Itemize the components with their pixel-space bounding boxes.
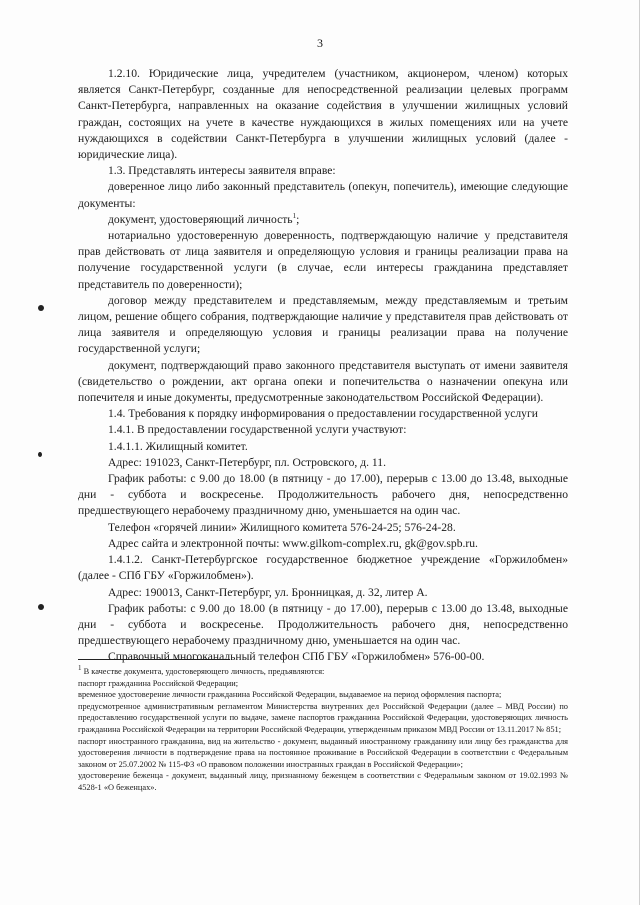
paragraph: Телефон «горячей линии» Жилищного комитета 576-24-25; 576-24-28. [108,520,456,534]
paragraph: 1.4.1.2. Санкт-Петербургское государственное бюджетное учреждение «Горжилобмен» (далее - СПб ГБУ «Горжилобмен»). [78,553,568,583]
paragraph: 1.4.1. В предоставлении государственной услуги участвуют: [108,423,407,437]
paragraph: Справочный многоканальный телефон СПб ГБУ «Горжилобмен» 576-00-00. [108,650,485,664]
paragraph: документ, удостоверяющий личность$^1$; [108,211,300,226]
footnote [78,666,568,678]
paragraph: нотариально удостоверенную доверенность, подтверждающую наличие у представителя прав действовать от лица заявителя и определяющую условия и границы реализации права на получение государственной услуги (в случае, если интересы гражданина представляет представитель по доверенности); [78,229,568,291]
footnote-separator [78,659,230,660]
paragraph: Адрес: 191023, Санкт-Петербург, пл. Островского, д. 11. [108,455,386,469]
paragraph: доверенное лицо либо законный представитель (опекун, попечитель), имеющие следующие документы: [78,180,568,210]
paragraph: Адрес сайта и электронной почты: www.gilkom-complex.ru, gk@gov.spb.ru. [108,536,478,550]
page-number: 3 [317,36,323,50]
footnote: временное удостоверение личности гражданина Российской Федерации, выдаваемое на период оформления паспорта; [78,690,502,700]
footnote-reference: 1 [292,211,297,220]
footnote-number: 1 [78,664,82,673]
footnote: предусмотренное административным регламентом Министерства внутренних дел Российской Федерации (далее – МВД России) по предоставлению государственной услуги по выдаче, замене паспортов гражданина Российской Федерации, удостоверяющих личность гражданина Российской Федерации на территории Российской Федерации, утвержденным приказом МВД России от 13.11.2017 № 851; [78,701,568,734]
binding-hole-mark [38,305,44,311]
binding-hole-mark [38,604,44,610]
footnote: паспорт гражданина Российской Федерации; [78,678,239,688]
paragraph: 1.4.1.1. Жилищный комитет. [108,439,248,453]
paragraph: Адрес: 190013, Санкт-Петербург, ул. Бронницкая, д. 32, литер А. [108,585,428,599]
footnotes [78,666,568,794]
paragraph: 1.2.10. Юридические лица, учредителем (участником, акционером, членом) которых является Санкт-Петербург, созданные для непосредственной реализации целевых программ Санкт-Петербурга, направленных на оказание содействия в улучшении жилищных условий граждан, состоящих на учете в качестве нуждающихся в жилых помещениях или на учете нуждающихся в содействии Санкт-Петербурга в улучшении жилищных условий (далее - юридические лица). [78,67,568,162]
paragraph: договор между представителем и представляемым, между представляемым и третьим лицом, решение общего собрания, подтверждающие наличие у представителя прав действовать от лица заявителя и определяющую условия и границы реализации права на получение государственной услуги; [78,293,568,356]
paragraph: График работы: с 9.00 до 18.00 (в пятницу - до 17.00), перерыв с 13.00 до 13.48, выходные дни - суббота и воскресенье. Продолжительность рабочего дня, непосредственно предшествующего нерабочему праздничному дню, уменьшается на один час. [78,601,568,648]
section-heading: 1.4. Требования к порядку информирования о предоставлении государственной услуги [108,407,538,421]
footnote: паспорт иностранного гражданина, вид на жительство - документ, выданный иностранному гражданину или лицу без гражданства для удостоверения личности в подтверждение права на постоянное проживание в Российской Федерации в соответствии с Федеральным законом от 25.07.2002 № 115-ФЗ «О правовом положении иностранных граждан в Российской Федерации»; [78,736,568,769]
document-body [78,66,568,666]
footnote: удостоверение беженца - документ, выданный лицу, признанному беженцем в соответствии с Федеральным законом от 19.02.1993 № 4528-1 «О беженцах». [78,771,568,792]
paragraph: документ, подтверждающий право законного представителя выступать от имени заявителя (свидетельство о рождении, акт органа опеки и попечительства о назначении опекуна или попечителя и иные документы, предусмотренные законодательством Российской Федерации). [78,358,568,405]
footnote-text: В качестве документа, удостоверяющего личность, предъявляются: [83,667,325,676]
paragraph-text: документ, удостоверяющий личность [108,212,293,226]
paragraph: 1.3. Представлять интересы заявителя вправе: [108,164,336,178]
binding-hole-mark [38,452,42,457]
paragraph: График работы: с 9.00 до 18.00 (в пятницу - до 17.00), перерыв с 13.00 до 13.48, выходные дни - суббота и воскресенье. Продолжительность рабочего дня, непосредственно предшествующего нерабочему праздничному дню, уменьшается на один час. [78,472,568,518]
